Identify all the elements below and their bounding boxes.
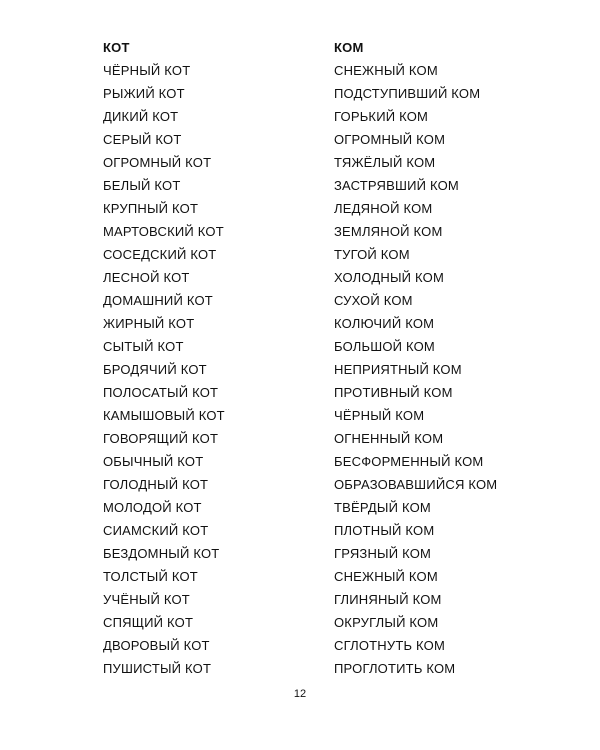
list-item: ЖИРНЫЙ КОТ: [103, 316, 195, 331]
list-item: ГОРЬКИЙ КОМ: [334, 109, 429, 124]
list-item: ДИКИЙ КОТ: [103, 109, 179, 124]
list-item: ГОВОРЯЩИЙ КОТ: [103, 431, 219, 446]
list-item: ПОЛОСАТЫЙ КОТ: [103, 385, 219, 400]
list-item: ГОЛОДНЫЙ КОТ: [103, 477, 209, 492]
list-item: ТОЛСТЫЙ КОТ: [103, 569, 198, 584]
list-item: ТВЁРДЫЙ КОМ: [334, 500, 431, 515]
list-item: ПОДСТУПИВШИЙ КОМ: [334, 86, 481, 101]
list-item: ОГНЕННЫЙ КОМ: [334, 431, 444, 446]
list-item: ТУГОЙ КОМ: [334, 247, 410, 262]
list-item: ОБЫЧНЫЙ КОТ: [103, 454, 204, 469]
list-item: ЧЁРНЫЙ КОМ: [334, 408, 425, 423]
list-item: СНЕЖНЫЙ КОМ: [334, 569, 438, 584]
list-item: ДВОРОВЫЙ КОТ: [103, 638, 210, 653]
list-item: ХОЛОДНЫЙ КОМ: [334, 270, 444, 285]
list-item: ОКРУГЛЫЙ КОМ: [334, 615, 439, 630]
list-item: НЕПРИЯТНЫЙ КОМ: [334, 362, 462, 377]
list-item: УЧЁНЫЙ КОТ: [103, 592, 190, 607]
list-item: ЗАСТРЯВШИЙ КОМ: [334, 178, 459, 193]
list-item: СЕРЫЙ КОТ: [103, 132, 182, 147]
list-item: ДОМАШНИЙ КОТ: [103, 293, 213, 308]
left-column-header: КОТ: [103, 40, 130, 55]
right-word-column: [334, 36, 497, 680]
list-item: БРОДЯЧИЙ КОТ: [103, 362, 207, 377]
list-item: РЫЖИЙ КОТ: [103, 86, 185, 101]
list-item: БОЛЬШОЙ КОМ: [334, 339, 435, 354]
list-item: ТЯЖЁЛЫЙ КОМ: [334, 155, 436, 170]
list-item: ГЛИНЯНЫЙ КОМ: [334, 592, 442, 607]
list-item: ГРЯЗНЫЙ КОМ: [334, 546, 432, 561]
list-item: ОБРАЗОВАВШИЙСЯ КОМ: [334, 477, 498, 492]
list-item: МАРТОВСКИЙ КОТ: [103, 224, 224, 239]
list-item: ПРОГЛОТИТЬ КОМ: [334, 661, 456, 676]
list-item: ПЛОТНЫЙ КОМ: [334, 523, 435, 538]
list-item: СОСЕДСКИЙ КОТ: [103, 247, 217, 262]
list-item: ПРОТИВНЫЙ КОМ: [334, 385, 453, 400]
list-item: СПЯЩИЙ КОТ: [103, 615, 194, 630]
list-item: ПУШИСТЫЙ КОТ: [103, 661, 212, 676]
page-number: 12: [293, 688, 307, 700]
left-word-column: [103, 36, 225, 680]
list-item: КОЛЮЧИЙ КОМ: [334, 316, 435, 331]
list-item: СИАМСКИЙ КОТ: [103, 523, 209, 538]
list-item: ЛЕСНОЙ КОТ: [103, 270, 190, 285]
list-item: ОГРОМНЫЙ КОМ: [334, 132, 446, 147]
list-item: КРУПНЫЙ КОТ: [103, 201, 199, 216]
list-item: БЕСФОРМЕННЫЙ КОМ: [334, 454, 484, 469]
list-item: СГЛОТНУТЬ КОМ: [334, 638, 445, 653]
list-item: КАМЫШОВЫЙ КОТ: [103, 408, 225, 423]
list-item: БЕЗДОМНЫЙ КОТ: [103, 546, 220, 561]
list-item: СЫТЫЙ КОТ: [103, 339, 184, 354]
list-item: ОГРОМНЫЙ КОТ: [103, 155, 212, 170]
list-item: МОЛОДОЙ КОТ: [103, 500, 202, 515]
list-item: СУХОЙ КОМ: [334, 293, 413, 308]
right-column-header: КОМ: [334, 40, 364, 55]
list-item: ЛЕДЯНОЙ КОМ: [334, 201, 433, 216]
list-item: СНЕЖНЫЙ КОМ: [334, 63, 438, 78]
list-item: ЧЁРНЫЙ КОТ: [103, 63, 191, 78]
list-item: ЗЕМЛЯНОЙ КОМ: [334, 224, 443, 239]
list-item: БЕЛЫЙ КОТ: [103, 178, 181, 193]
